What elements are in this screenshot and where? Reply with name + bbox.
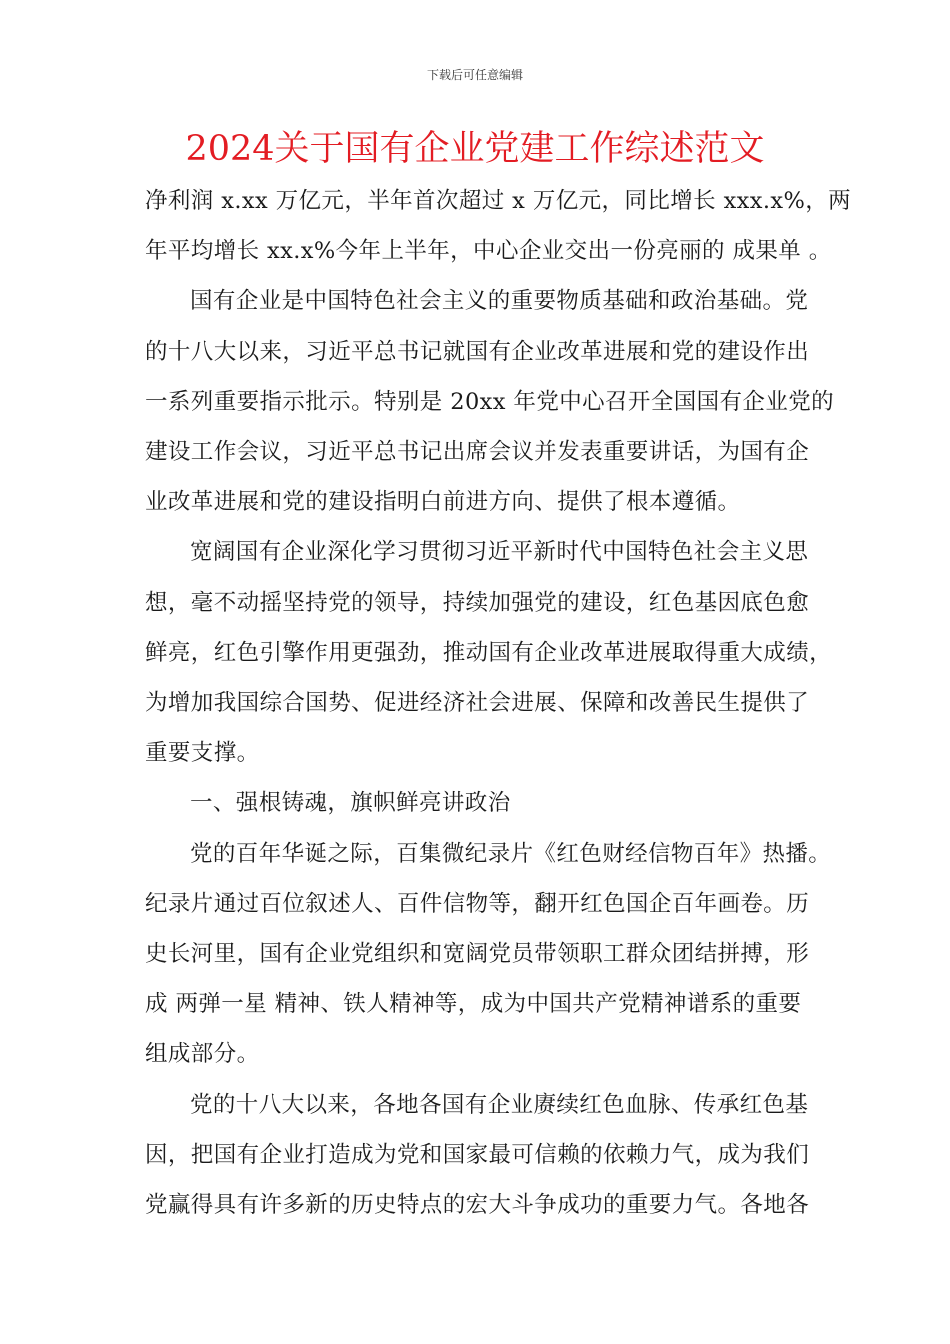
text-line: 一、强根铸魂，旗帜鲜亮讲政治 <box>190 790 511 817</box>
text-line: 组成部分。 <box>145 1041 260 1068</box>
text-line: 的十八大以来，习近平总书记就国有企业改革进展和党的建设作出 <box>145 338 810 365</box>
paragraph-4 <box>145 829 832 1080</box>
header-note: 下载后可任意编辑 <box>426 68 523 82</box>
text-line: 史长河里，国有企业党组织和宽阔党员带领职工群众团结拼搏，形 <box>145 941 810 968</box>
document-title: 2024关于国有企业党建工作综述范文 <box>185 129 765 169</box>
text-line: 想，毫不动摇坚持党的领导，持续加强党的建设，红色基因底色愈 <box>145 589 810 616</box>
text-line: 国有企业是中国特色社会主义的重要物质基础和政治基础。党 <box>190 288 809 315</box>
text-line: 宽阔国有企业深化学习贯彻习近平新时代中国特色社会主义思 <box>190 539 809 566</box>
text-line: 党的十八大以来，各地各国有企业赓续红色血脉、传承红色基 <box>190 1091 809 1118</box>
paragraph-1 <box>145 176 852 276</box>
text-line: 因，把国有企业打造成为党和国家最可信赖的依赖力气，成为我们 <box>145 1141 810 1168</box>
text-line: 鲜亮，红色引擎作用更强劲，推动国有企业改革进展取得重大成绩， <box>145 639 833 666</box>
text-line: 业改革进展和党的建设指明白前进方向、提供了根本遵循。 <box>145 489 741 516</box>
text-line: 党的百年华诞之际，百集微纪录片《红色财经信物百年》热播。 <box>190 840 832 867</box>
paragraph-2 <box>145 276 835 527</box>
text-line: 建设工作会议，习近平总书记出席会议并发表重要讲话，为国有企 <box>145 439 810 466</box>
paragraph-5 <box>145 1080 809 1231</box>
text-line: 成 两弹一星 精神、铁人精神等，成为中国共产党精神谱系的重要 <box>145 991 802 1018</box>
section-heading <box>145 778 809 828</box>
text-line: 为增加我国综合国势、促进经济社会进展、保障和改善民生提供了 <box>145 690 810 717</box>
text-line: 净利润 x.xx 万亿元，半年首次超过 x 万亿元，同比增长 xxx.x%，两 <box>145 188 852 214</box>
text-line: 纪录片通过百位叙述人、百件信物等，翻开红色国企百年画卷。历 <box>145 890 810 917</box>
paragraph-3 <box>145 527 833 778</box>
text-line: 一系列重要指示批示。特别是 20xx 年党中心召开全国国有企业党的 <box>145 388 835 415</box>
document-body <box>145 176 852 1230</box>
text-line: 党赢得具有许多新的历史特点的宏大斗争成功的重要力气。各地各 <box>145 1192 810 1219</box>
text-line: 年平均增长 xx.x%今年上半年，中心企业交出一份亮丽的 成果单 。 <box>145 238 832 265</box>
text-line: 重要支撑。 <box>145 740 260 767</box>
